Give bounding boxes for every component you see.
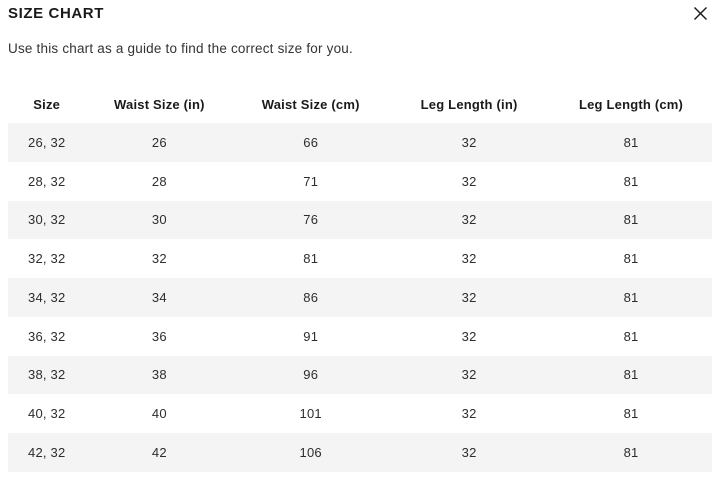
cell-waist-in: 38 — [151, 367, 167, 383]
cell-leg-in: 32 — [461, 328, 477, 344]
cell-waist-cm: 96 — [303, 367, 319, 383]
table-row — [8, 123, 712, 162]
table-row — [8, 162, 712, 201]
column-header-waist-cm: Waist Size (cm) — [261, 96, 360, 112]
cell-leg-in: 32 — [461, 212, 477, 228]
size-chart-table — [8, 85, 712, 472]
cell-waist-cm: 66 — [303, 134, 319, 150]
cell-waist-in: 32 — [151, 251, 167, 267]
cell-waist-cm: 76 — [303, 212, 319, 228]
cell-leg-cm: 81 — [623, 289, 639, 305]
cell-size: 26, 32 — [28, 134, 66, 150]
cell-waist-cm: 71 — [303, 173, 319, 189]
cell-waist-in: 28 — [151, 173, 167, 189]
column-header-size: Size — [33, 96, 61, 112]
cell-leg-cm: 81 — [623, 251, 639, 267]
cell-leg-in: 32 — [461, 289, 477, 305]
cell-waist-in: 30 — [151, 212, 167, 228]
cell-size: 32, 32 — [28, 251, 66, 267]
table-header-row — [8, 85, 712, 123]
close-button[interactable] — [690, 3, 710, 23]
cell-waist-cm: 91 — [303, 328, 319, 344]
cell-waist-cm: 81 — [303, 251, 319, 267]
cell-size: 28, 32 — [28, 173, 66, 189]
table-row — [8, 239, 712, 278]
cell-size: 36, 32 — [28, 328, 66, 344]
cell-leg-cm: 81 — [623, 212, 639, 228]
cell-waist-in: 36 — [151, 328, 167, 344]
cell-leg-cm: 81 — [623, 328, 639, 344]
cell-size: 38, 32 — [28, 367, 66, 383]
column-header-waist-in: Waist Size (in) — [114, 96, 205, 112]
cell-waist-in: 34 — [151, 289, 167, 305]
cell-leg-in: 32 — [461, 251, 477, 267]
cell-leg-in: 32 — [461, 406, 477, 422]
cell-leg-in: 32 — [461, 134, 477, 150]
table-row — [8, 278, 712, 317]
column-header-leg-cm: Leg Length (cm) — [578, 96, 684, 112]
cell-size: 42, 32 — [28, 444, 66, 460]
cell-waist-in: 26 — [151, 134, 167, 150]
table-row — [8, 356, 712, 395]
modal-title: SIZE CHART — [8, 5, 104, 22]
cell-leg-in: 32 — [461, 444, 477, 460]
cell-waist-cm: 86 — [303, 289, 319, 305]
close-icon — [693, 6, 708, 21]
cell-waist-in: 40 — [151, 406, 167, 422]
cell-waist-cm: 106 — [299, 444, 322, 460]
cell-leg-cm: 81 — [623, 367, 639, 383]
table-row — [8, 394, 712, 433]
table-row — [8, 433, 712, 472]
cell-leg-cm: 81 — [623, 134, 639, 150]
cell-leg-in: 32 — [461, 367, 477, 383]
cell-size: 30, 32 — [28, 212, 66, 228]
table-row — [8, 317, 712, 356]
modal-subtitle: Use this chart as a guide to find the correct size for you. — [8, 41, 353, 56]
cell-waist-cm: 101 — [299, 406, 322, 422]
cell-leg-cm: 81 — [623, 406, 639, 422]
cell-size: 34, 32 — [28, 289, 66, 305]
cell-leg-cm: 81 — [623, 444, 639, 460]
column-header-leg-in: Leg Length (in) — [420, 96, 518, 112]
table-row — [8, 201, 712, 240]
cell-leg-in: 32 — [461, 173, 477, 189]
cell-waist-in: 42 — [151, 444, 167, 460]
cell-leg-cm: 81 — [623, 173, 639, 189]
cell-size: 40, 32 — [28, 406, 66, 422]
